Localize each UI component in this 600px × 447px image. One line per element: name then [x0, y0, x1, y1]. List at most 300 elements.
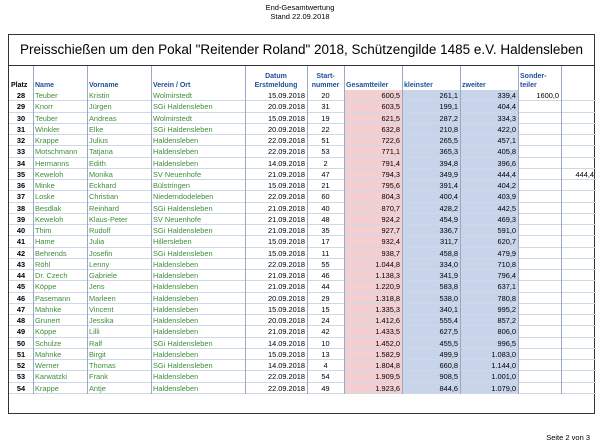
cell-vorname: Kristin: [87, 90, 151, 101]
cell-name: Behrends: [33, 248, 87, 259]
cell-datum: 20.09.2018: [245, 315, 307, 326]
cell-kleinster: 499,9: [402, 349, 460, 360]
cell-gesamtteiler: 924,2: [344, 214, 402, 225]
cell-name: Minke: [33, 180, 87, 191]
cell-name: Loske: [33, 191, 87, 202]
cell-sonderteiler: [518, 371, 561, 382]
cell-kleinster: 336,7: [402, 225, 460, 236]
col-header-datum: Datum Erstmeldung: [254, 73, 298, 89]
cell-platz: 50: [9, 338, 33, 349]
cell-gesamtteiler: 1.582,9: [344, 349, 402, 360]
cell-platz: 48: [9, 315, 33, 326]
cell-gesamtteiler: 932,4: [344, 236, 402, 247]
cell-platz: 33: [9, 146, 33, 157]
cell-verein: Haldensleben: [151, 281, 245, 292]
cell-name: Schulze: [33, 338, 87, 349]
cell-verein: Wolmirstedt: [151, 90, 245, 101]
cell-sonderteiler: [518, 293, 561, 304]
cell-datum: 21.09.2018: [245, 281, 307, 292]
cell-vorname: Reinhard: [87, 203, 151, 214]
cell-extra: [561, 304, 596, 315]
cell-verein: SGi Haldensleben: [151, 101, 245, 112]
cell-vorname: Julia: [87, 236, 151, 247]
cell-startnummer: 17: [307, 236, 344, 247]
cell-datum: 22.09.2018: [245, 191, 307, 202]
cell-vorname: Edith: [87, 158, 151, 169]
cell-startnummer: 29: [307, 293, 344, 304]
cell-datum: 15.09.2018: [245, 248, 307, 259]
cell-kleinster: 455,5: [402, 338, 460, 349]
cell-verein: Haldensleben: [151, 293, 245, 304]
cell-sonderteiler: [518, 304, 561, 315]
cell-verein: Hillersleben: [151, 236, 245, 247]
cell-sonderteiler: [518, 158, 561, 169]
cell-sonderteiler: [518, 315, 561, 326]
cell-name: Hame: [33, 236, 87, 247]
cell-extra: [561, 203, 596, 214]
column-divider: [307, 66, 308, 394]
cell-startnummer: 40: [307, 203, 344, 214]
cell-kleinster: 287,2: [402, 113, 460, 124]
cell-platz: 47: [9, 304, 33, 315]
cell-datum: 21.09.2018: [245, 203, 307, 214]
cell-platz: 46: [9, 293, 33, 304]
table-row: [9, 124, 596, 135]
cell-zweiter: 710,8: [460, 259, 518, 270]
cell-kleinster: 394,8: [402, 158, 460, 169]
cell-datum: 15.09.2018: [245, 113, 307, 124]
cell-platz: 28: [9, 90, 33, 101]
table-row: [9, 293, 596, 304]
cell-verein: Haldensleben: [151, 270, 245, 281]
cell-datum: 21.09.2018: [245, 270, 307, 281]
cell-sonderteiler: [518, 146, 561, 157]
cell-verein: Haldensleben: [151, 304, 245, 315]
column-divider: [344, 66, 345, 394]
cell-kleinster: 844,6: [402, 383, 460, 394]
cell-platz: 41: [9, 236, 33, 247]
cell-sonderteiler: [518, 225, 561, 236]
cell-startnummer: 13: [307, 349, 344, 360]
cell-vorname: Christian: [87, 191, 151, 202]
cell-startnummer: 10: [307, 338, 344, 349]
cell-zweiter: 1.083,0: [460, 349, 518, 360]
cell-vorname: Andreas: [87, 113, 151, 124]
cell-name: Mahnke: [33, 304, 87, 315]
cell-zweiter: 1.079,0: [460, 383, 518, 394]
cell-kleinster: 627,5: [402, 326, 460, 337]
cell-sonderteiler: [518, 236, 561, 247]
cell-platz: 51: [9, 349, 33, 360]
cell-verein: SGi Haldensleben: [151, 360, 245, 371]
cell-kleinster: 349,9: [402, 169, 460, 180]
cell-kleinster: 365,3: [402, 146, 460, 157]
cell-startnummer: 35: [307, 225, 344, 236]
cell-sonderteiler: [518, 349, 561, 360]
cell-verein: SV Neuenhofe: [151, 169, 245, 180]
cell-sonderteiler: 1600,0: [518, 90, 561, 101]
cell-gesamtteiler: 795,6: [344, 180, 402, 191]
cell-verein: Haldensleben: [151, 158, 245, 169]
cell-name: Karwatzki: [33, 371, 87, 382]
cell-vorname: Antje: [87, 383, 151, 394]
cell-sonderteiler: [518, 124, 561, 135]
cell-verein: Haldensleben: [151, 146, 245, 157]
cell-kleinster: 400,4: [402, 191, 460, 202]
cell-vorname: Gabriele: [87, 270, 151, 281]
cell-platz: 52: [9, 360, 33, 371]
cell-extra: [561, 371, 596, 382]
cell-gesamtteiler: 1.335,3: [344, 304, 402, 315]
col-header-gesamtteiler: Gesamtteiler: [346, 82, 389, 89]
cell-sonderteiler: [518, 270, 561, 281]
cell-extra: [561, 259, 596, 270]
cell-gesamtteiler: 1.220,9: [344, 281, 402, 292]
cell-vorname: Klaus-Peter: [87, 214, 151, 225]
cell-startnummer: 53: [307, 146, 344, 157]
cell-extra: [561, 214, 596, 225]
cell-platz: 31: [9, 124, 33, 135]
cell-extra: [561, 225, 596, 236]
cell-datum: 21.09.2018: [245, 214, 307, 225]
results-table-frame: [8, 34, 595, 414]
cell-sonderteiler: [518, 326, 561, 337]
cell-zweiter: 995,2: [460, 304, 518, 315]
cell-startnummer: 31: [307, 101, 344, 112]
cell-startnummer: 15: [307, 304, 344, 315]
cell-platz: 53: [9, 371, 33, 382]
cell-datum: 20.09.2018: [245, 124, 307, 135]
cell-vorname: Jens: [87, 281, 151, 292]
cell-platz: 39: [9, 214, 33, 225]
cell-kleinster: 340,1: [402, 304, 460, 315]
cell-name: Teuber: [33, 90, 87, 101]
cell-extra: [561, 315, 596, 326]
cell-startnummer: 22: [307, 124, 344, 135]
cell-sonderteiler: [518, 214, 561, 225]
cell-sonderteiler: [518, 113, 561, 124]
cell-extra: [561, 338, 596, 349]
cell-zweiter: 1.144,0: [460, 360, 518, 371]
cell-vorname: Monika: [87, 169, 151, 180]
cell-verein: SGi Haldensleben: [151, 203, 245, 214]
col-header-zweiter: zweiter: [462, 82, 486, 89]
cell-vorname: Julius: [87, 135, 151, 146]
table-row: [9, 191, 596, 202]
cell-vorname: Ralf: [87, 338, 151, 349]
cell-vorname: Jürgen: [87, 101, 151, 112]
column-divider: [33, 66, 34, 394]
cell-zweiter: 405,8: [460, 146, 518, 157]
cell-extra: [561, 180, 596, 191]
cell-extra: [561, 158, 596, 169]
table-row: [9, 101, 596, 112]
table-row: [9, 135, 596, 146]
cell-startnummer: 46: [307, 270, 344, 281]
cell-name: Teuber: [33, 113, 87, 124]
cell-name: Krappe: [33, 135, 87, 146]
cell-gesamtteiler: 938,7: [344, 248, 402, 259]
cell-gesamtteiler: 870,7: [344, 203, 402, 214]
cell-extra: [561, 248, 596, 259]
col-header-name: Name: [35, 82, 55, 89]
cell-platz: 40: [9, 225, 33, 236]
cell-zweiter: 591,0: [460, 225, 518, 236]
cell-zweiter: 334,3: [460, 113, 518, 124]
cell-platz: 29: [9, 101, 33, 112]
cell-datum: 14.09.2018: [245, 338, 307, 349]
cell-kleinster: 311,7: [402, 236, 460, 247]
cell-name: Röhl: [33, 259, 87, 270]
cell-zweiter: 637,1: [460, 281, 518, 292]
cell-name: Keweloh: [33, 169, 87, 180]
cell-zweiter: 780,8: [460, 293, 518, 304]
cell-gesamtteiler: 1.804,8: [344, 360, 402, 371]
cell-kleinster: 555,4: [402, 315, 460, 326]
cell-zweiter: 404,2: [460, 180, 518, 191]
table-row: [9, 236, 596, 247]
cell-gesamtteiler: 1.433,5: [344, 326, 402, 337]
cell-kleinster: 199,1: [402, 101, 460, 112]
cell-vorname: Lenny: [87, 259, 151, 270]
cell-extra: [561, 101, 596, 112]
table-row: [9, 90, 596, 101]
cell-zweiter: 442,5: [460, 203, 518, 214]
cell-datum: 21.09.2018: [245, 169, 307, 180]
cell-verein: Haldensleben: [151, 326, 245, 337]
col-header-sonderteiler: Sonder-teiler: [520, 73, 547, 89]
cell-gesamtteiler: 791,4: [344, 158, 402, 169]
cell-gesamtteiler: 722,6: [344, 135, 402, 146]
cell-platz: 44: [9, 270, 33, 281]
cell-name: Pasemann: [33, 293, 87, 304]
cell-zweiter: 339,4: [460, 90, 518, 101]
cell-extra: [561, 191, 596, 202]
column-divider: [151, 66, 152, 394]
document-header-title: End-Gesamtwertung: [265, 3, 335, 12]
cell-kleinster: 391,4: [402, 180, 460, 191]
cell-name: Grunert: [33, 315, 87, 326]
cell-platz: 54: [9, 383, 33, 394]
cell-platz: 34: [9, 158, 33, 169]
cell-startnummer: 19: [307, 113, 344, 124]
cell-verein: SGi Haldensleben: [151, 124, 245, 135]
cell-platz: 35: [9, 169, 33, 180]
cell-platz: 38: [9, 203, 33, 214]
cell-extra: [561, 349, 596, 360]
cell-vorname: Lilli: [87, 326, 151, 337]
cell-extra: [561, 270, 596, 281]
cell-name: Köppe: [33, 281, 87, 292]
cell-datum: 14.09.2018: [245, 158, 307, 169]
cell-name: Besdlak: [33, 203, 87, 214]
cell-kleinster: 334,0: [402, 259, 460, 270]
cell-startnummer: 2: [307, 158, 344, 169]
cell-startnummer: 4: [307, 360, 344, 371]
cell-sonderteiler: [518, 248, 561, 259]
table-row: [9, 315, 596, 326]
cell-datum: 21.09.2018: [245, 326, 307, 337]
cell-datum: 22.09.2018: [245, 146, 307, 157]
cell-platz: 30: [9, 113, 33, 124]
cell-platz: 37: [9, 191, 33, 202]
cell-zweiter: 422,0: [460, 124, 518, 135]
cell-sonderteiler: [518, 281, 561, 292]
cell-kleinster: 538,0: [402, 293, 460, 304]
cell-sonderteiler: [518, 203, 561, 214]
cell-zweiter: 469,3: [460, 214, 518, 225]
cell-datum: 15.09.2018: [245, 90, 307, 101]
cell-datum: 20.09.2018: [245, 293, 307, 304]
cell-extra: [561, 293, 596, 304]
cell-datum: 21.09.2018: [245, 225, 307, 236]
cell-extra: [561, 113, 596, 124]
cell-name: Winkler: [33, 124, 87, 135]
cell-gesamtteiler: 632,8: [344, 124, 402, 135]
table-title: Preisschießen um den Pokal "Reitender Roland" 2018, Schützengilde 1485 e.V. Haldensleben: [9, 35, 594, 66]
cell-zweiter: 806,0: [460, 326, 518, 337]
cell-name: Keweloh: [33, 214, 87, 225]
cell-extra: 444,4: [561, 169, 596, 180]
cell-extra: [561, 236, 596, 247]
cell-startnummer: 48: [307, 214, 344, 225]
cell-startnummer: 20: [307, 90, 344, 101]
table-header-row: [9, 66, 596, 90]
table-row: [9, 203, 596, 214]
cell-gesamtteiler: 1.412,6: [344, 315, 402, 326]
cell-sonderteiler: [518, 169, 561, 180]
cell-verein: Haldensleben: [151, 349, 245, 360]
cell-gesamtteiler: 771,1: [344, 146, 402, 157]
cell-zweiter: 1.001,0: [460, 371, 518, 382]
cell-kleinster: 261,1: [402, 90, 460, 101]
cell-startnummer: 21: [307, 180, 344, 191]
cell-name: Knorr: [33, 101, 87, 112]
cell-datum: 15.09.2018: [245, 349, 307, 360]
cell-datum: 15.09.2018: [245, 304, 307, 315]
table-row: [9, 360, 596, 371]
table-row: [9, 383, 596, 394]
cell-vorname: Thomas: [87, 360, 151, 371]
cell-startnummer: 11: [307, 248, 344, 259]
cell-zweiter: 404,4: [460, 101, 518, 112]
table-row: [9, 180, 596, 191]
table-row: [9, 248, 596, 259]
table-row: [9, 169, 596, 180]
cell-extra: [561, 383, 596, 394]
table-row: [9, 158, 596, 169]
cell-sonderteiler: [518, 191, 561, 202]
cell-sonderteiler: [518, 360, 561, 371]
cell-verein: Haldensleben: [151, 315, 245, 326]
cell-zweiter: 457,1: [460, 135, 518, 146]
cell-name: Motschmann: [33, 146, 87, 157]
table-row: [9, 270, 596, 281]
column-divider: [561, 66, 562, 394]
cell-zweiter: 479,9: [460, 248, 518, 259]
table-row: [9, 146, 596, 157]
cell-extra: [561, 146, 596, 157]
cell-datum: 20.09.2018: [245, 101, 307, 112]
cell-name: Köppe: [33, 326, 87, 337]
cell-verein: Wolmirstedt: [151, 113, 245, 124]
cell-platz: 49: [9, 326, 33, 337]
cell-extra: [561, 135, 596, 146]
cell-name: Thim: [33, 225, 87, 236]
cell-datum: 22.09.2018: [245, 259, 307, 270]
cell-extra: [561, 281, 596, 292]
cell-kleinster: 908,5: [402, 371, 460, 382]
cell-platz: 43: [9, 259, 33, 270]
cell-verein: Haldensleben: [151, 371, 245, 382]
document-header-date: Stand 22.09.2018: [270, 12, 330, 21]
cell-zweiter: 403,9: [460, 191, 518, 202]
cell-kleinster: 265,5: [402, 135, 460, 146]
cell-gesamtteiler: 1.318,8: [344, 293, 402, 304]
cell-gesamtteiler: 1.923,6: [344, 383, 402, 394]
cell-sonderteiler: [518, 135, 561, 146]
cell-verein: Haldensleben: [151, 383, 245, 394]
cell-vorname: Frank: [87, 371, 151, 382]
cell-sonderteiler: [518, 180, 561, 191]
cell-vorname: Rudolf: [87, 225, 151, 236]
cell-startnummer: 55: [307, 259, 344, 270]
cell-extra: [561, 360, 596, 371]
cell-startnummer: 49: [307, 383, 344, 394]
cell-vorname: Jessika: [87, 315, 151, 326]
cell-vorname: Tatjana: [87, 146, 151, 157]
cell-vorname: Vincent: [87, 304, 151, 315]
cell-sonderteiler: [518, 338, 561, 349]
cell-name: Krappe: [33, 383, 87, 394]
cell-extra: [561, 90, 596, 101]
cell-kleinster: 341,9: [402, 270, 460, 281]
column-divider: [402, 66, 403, 394]
col-header-platz: Platz: [11, 82, 28, 89]
table-row: [9, 225, 596, 236]
cell-kleinster: 458,8: [402, 248, 460, 259]
table-row: [9, 304, 596, 315]
cell-verein: Haldensleben: [151, 135, 245, 146]
table-row: [9, 113, 596, 124]
cell-zweiter: 396,6: [460, 158, 518, 169]
cell-datum: 22.09.2018: [245, 371, 307, 382]
column-divider: [460, 66, 461, 394]
cell-datum: 22.09.2018: [245, 135, 307, 146]
table-row: [9, 349, 596, 360]
cell-kleinster: 428,2: [402, 203, 460, 214]
col-header-startnummer: Start-nummer: [311, 73, 340, 89]
cell-verein: SGi Haldensleben: [151, 248, 245, 259]
table-row: [9, 214, 596, 225]
cell-verein: Bülstringen: [151, 180, 245, 191]
column-divider: [87, 66, 88, 394]
cell-datum: 14.09.2018: [245, 360, 307, 371]
cell-kleinster: 454,9: [402, 214, 460, 225]
cell-vorname: Birgit: [87, 349, 151, 360]
cell-startnummer: 60: [307, 191, 344, 202]
cell-gesamtteiler: 1.138,3: [344, 270, 402, 281]
cell-extra: [561, 326, 596, 337]
cell-name: Mahnke: [33, 349, 87, 360]
cell-startnummer: 47: [307, 169, 344, 180]
cell-platz: 45: [9, 281, 33, 292]
cell-vorname: Marleen: [87, 293, 151, 304]
page-number: Seite 2 von 3: [546, 433, 590, 442]
col-header-verein: Verein / Ort: [153, 82, 191, 89]
cell-sonderteiler: [518, 259, 561, 270]
cell-startnummer: 44: [307, 281, 344, 292]
